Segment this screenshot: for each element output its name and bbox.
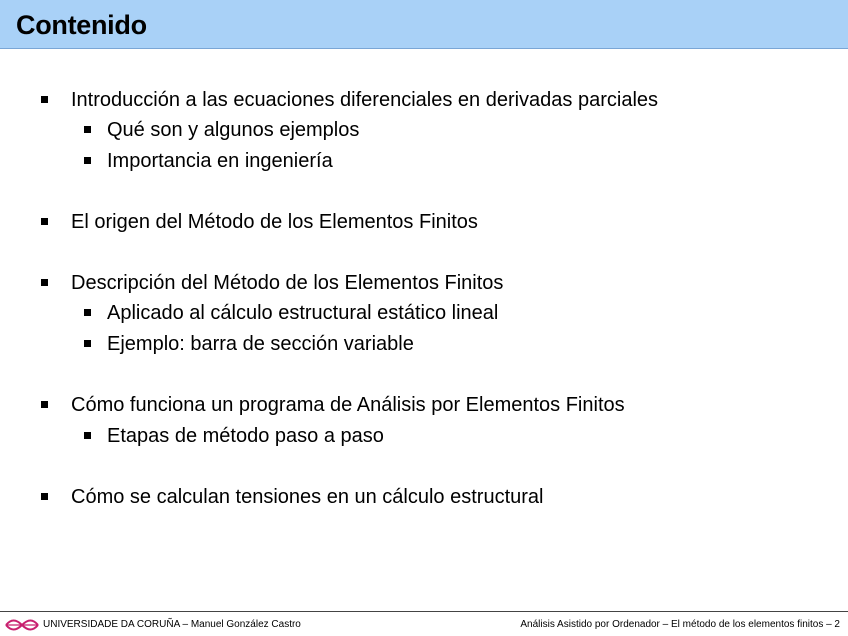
list-item: Cómo funciona un programa de Análisis por Elementos Finitos (71, 394, 625, 416)
footer-course: Análisis Asistido por Ordenador – El método de los elementos finitos – 2 (520, 619, 840, 630)
list-item: Descripción del Método de los Elementos Finitos (71, 272, 504, 294)
bullet-icon (41, 279, 48, 286)
list-item: Cómo se calculan tensiones en un cálculo estructural (71, 486, 544, 508)
bullet-icon (41, 493, 48, 500)
bullet-icon (41, 218, 48, 225)
university-logo-icon (5, 619, 39, 631)
list-item: El origen del Método de los Elementos Finitos (71, 211, 478, 233)
list-item: Aplicado al cálculo estructural estático lineal (107, 302, 499, 324)
footer-author: UNIVERSIDADE DA CORUÑA – Manuel González Castro (43, 619, 301, 630)
bullet-icon (41, 96, 48, 103)
bullet-icon (84, 309, 91, 316)
list-item: Qué son y algunos ejemplos (107, 119, 360, 141)
title-bar (0, 0, 848, 49)
footer-divider (0, 611, 848, 612)
bullet-icon (41, 401, 48, 408)
bullet-icon (84, 126, 91, 133)
bullet-icon (84, 340, 91, 347)
list-item: Ejemplo: barra de sección variable (107, 333, 414, 355)
bullet-icon (84, 432, 91, 439)
footer (0, 618, 848, 634)
list-item: Importancia en ingeniería (107, 150, 333, 172)
list-item: Introducción a las ecuaciones diferenciales en derivadas parciales (71, 89, 659, 111)
footer-left (5, 618, 301, 632)
bullet-icon (84, 157, 91, 164)
list-item: Etapas de método paso a paso (107, 425, 384, 447)
slide-title: Contenido (16, 10, 147, 40)
